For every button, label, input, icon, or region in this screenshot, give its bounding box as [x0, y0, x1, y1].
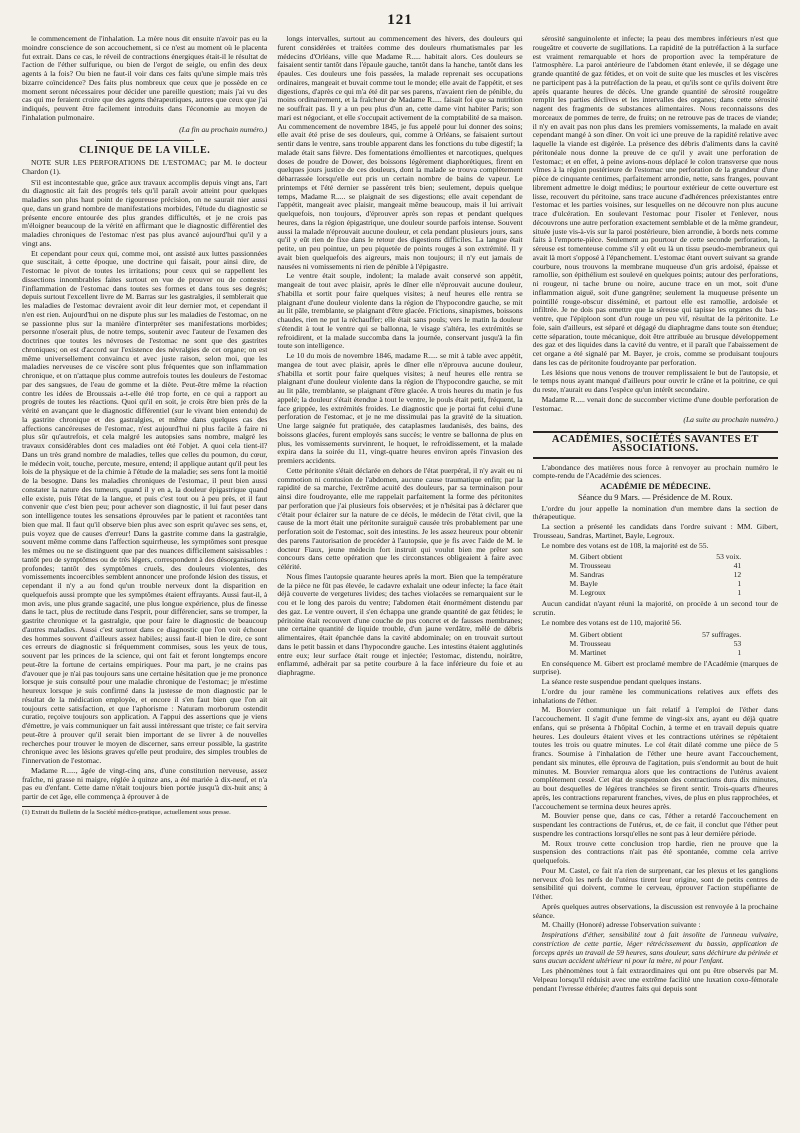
paragraph: le commencement de l'inhalation. La mère nous dit ensuite n'avoir pas eu la moindre conscience de son accouchement, si ce n'est au moment où le placenta fut extrait. Dans ce cas, le réveil de contractions énergiques était-il le résultat de l'action de l'éther sulfurique, ou bien de l'ergot de seigle, ou enfin des deux agents à la fois? Ou bien ne faut-il voir dans ces faits qu'une simple mais très bizarre coïncidence? Des faits plus nombreux que ceux que je possède en ce moment seront nécessaires pour décider une pareille question; mais j'ai vu des cas qui me feraient croire que des agens thérapeutiques, autres que ceux que j'ai indiqués, peuvent être facilement introduits dans l'économie au moyen de l'inhalation pulmonaire. [22, 35, 268, 122]
column-3 [533, 35, 778, 1125]
academy-title: ACADÉMIE DE MÉDECINE. [600, 482, 711, 491]
paragraph: Inspirations d'éther, sensibilité tout à fait insolite de l'anneau vulvaire, constriction de cette partie, léger rétrécissement du bassin, application de forceps après un travail de 59 heures, sans douleur, sans déchirure du périnée et sans aucun accident ultérieur ni pour la mère, ni pour l'enfant. [532, 930, 778, 966]
candidate-name: M. Trousseau [569, 638, 611, 648]
vote-count: 1 [737, 579, 742, 589]
session-line: Séance du 9 Mars. — Présidence de M. Roux. [577, 492, 733, 502]
paragraph: L'abondance des matières nous force à renvoyer au prochain numéro le compte-rendu de l'Académie des sciences. [532, 462, 778, 481]
candidate-name: M. Gibert obtient [569, 552, 623, 562]
paragraph: Les lésions que nous venons de trouver remplissaient le but de l'autopsie, et le temps nous ayant manqué d'ailleurs pour ouvrir le crâne et la poitrine, ce qui du reste, n'aurait eu dans l'espèce qu'un intérêt secondaire. [532, 367, 778, 394]
vote-count: 41 [733, 561, 742, 571]
columns [22, 35, 778, 1125]
candidate-name: M. Trousseau [569, 561, 611, 571]
vote-table-second-round [569, 630, 741, 657]
candidate-name: M. Gibert obtient [569, 629, 623, 639]
table-row [569, 561, 741, 570]
paragraph: M. Roux trouve cette conclusion trop hardie, rien ne prouve que la suspension des contractions n'ait pas été spontanée, comme cela arrive quelquefois. [532, 838, 778, 865]
paragraph: La section a présenté les candidats dans l'ordre suivant : MM. Gibert, Trousseau, Sandras, Martinet, Bayle, Legroux. [532, 522, 778, 540]
paragraph: M. Chailly (Honoré) adresse l'observation suivante : [541, 920, 701, 930]
vote-count: 53 voix. [716, 552, 742, 562]
paragraph: Les phénomènes tout à fait extraordinaires qui ont pu être observés par M. Velpeau lorsqu'il réduisit avec une extrême facilité une luxation coxo-fémorale pendant l'ivresse éthérée; d'autres faits qui depuis sont [532, 966, 778, 993]
table-row [569, 579, 741, 588]
candidate-name: M. Legroux [569, 588, 606, 598]
table-row [569, 552, 741, 561]
paragraph: Le nombre des votans est de 108, la majorité est de 55. [541, 540, 709, 550]
table-row [569, 588, 741, 597]
divider [96, 140, 194, 141]
paragraph: M. Bouvier pense que, dans ce cas, l'éther a retardé l'accouchement en suspendant les contractions de l'utérus, et, de ce fait, il conclut que l'éther peut suspendre les contractions lorsqu'elles ne sont pas à leur dernière période. [532, 811, 778, 838]
paragraph: Madame R..... venait donc de succomber victime d'une double perforation de l'estomac. [532, 394, 778, 413]
paragraph: Madame R....., âgée de vingt-cinq ans, d'une constitution nerveuse, assez fraîche, ni grasse ni maigre, réglée à quinze ans, a été mariée à dix-neuf, et n'a pas eu d'enfant. Cette dame n'était toujours bien portée jusqu'à dix-huit ans; à partir de cet âge, elle commença à éprouver à de [22, 765, 268, 801]
table-row [569, 570, 741, 579]
paragraph: La séance reste suspendue pendant quelques instans. [541, 677, 702, 686]
paragraph: Pour M. Castel, ce fait n'a rien de surprenant, car les plexus et les ganglions nerveux d'où les nerfs de l'utérus tirent leur origine, sont de petits centres de sensibilité qui doivent, comme le cerveau, éprouver l'action stupéfiante de l'éther. [532, 865, 778, 901]
paragraph: Cette péritonite s'était déclarée en dehors de l'état puerpéral, il n'y avait eu ni commotion ni contusion de l'abdomen, aucune cause traumatique enfin; par la rapidité de sa marche, l'extrême acuité des douleurs, par sa terminaison pour ainsi dire foudroyante, elle me rappelait parfaitement la forme des péritonites par perforation que j'ai plusieurs fois observées; et je n'hésitai pas à déclarer que c'était pour éclairer sur la nature de ce décès, le médecin de l'état civil, que la cause de la mort était une péritonite suraiguë causée très probablement par une perforation soit de l'estomac, soit des intestins. Je les assez heureux pour obtenir des parens l'autorisation de procéder à l'autopsie, que je fis avec l'aide de M. le docteur Fiaux, jeune médecin fort instruit qui voulut bien me prêter son concours dans cette opération que les circonstances obligeaient à faire avec célérité. [277, 465, 523, 571]
paragraph: L'ordre du jour ramène les communications relatives aux effets des inhalations de l'éther. [532, 686, 778, 705]
column-2 [277, 35, 522, 1125]
table-row [569, 639, 741, 648]
section-banner: ACADÉMIES, SOCIÉTÉS SAVANTES ET ASSOCIATIONS. [533, 431, 778, 459]
paragraph: M. Bouvier communique un fait relatif à l'emploi de l'éther dans l'accouchement. Il s'agit d'une femme de vingt-six ans, ayant eu déjà quatre enfans, qui se présenta à l'hôpital Cochin, à terme et en travail depuis quatre heures. Les douleurs étaient vives et les contractions utérines se répétaient toutes les trois ou quatre minutes. Le col était dilaté comme une pièce de 5 francs. Soumise à l'inhalation de l'éther une heure avant l'accouchement, pendant six minutes, elle éprouva de l'agitation, puis s'endormit au bout de huit minutes. M. Bouvier remarqua alors que les contractions de l'utérus avaient complètement cessé. Cet état de suspension des contractions dura dix minutes, au bout desquelles de légères tranchées se firent sentir. Trois-quarts d'heures après, les contractions reparurent franches, vives, de plus en plus rapprochées, et l'accouchement se termina deux heures après. [532, 705, 778, 811]
candidate-name: M. Martinet [569, 647, 607, 657]
vote-count: 57 suffrages. [702, 629, 742, 639]
paragraph: Le nombre des votans est de 110, majorité 56. [541, 617, 682, 627]
continued-note: (La suite au prochain numéro.) [683, 415, 778, 425]
footnote: (1) Extrait du Bulletin de la Société médico-pratique, actuellement sous presse. [22, 806, 267, 817]
paragraph: Et cependant pour ceux qui, comme moi, ont assisté aux luttes passionnées que suscitait, à cette époque, une doctrine qui faisait, pour ainsi dire, de l'estomac le pivot de toutes les irritations; pour ceux qui se rappellent les dissections innombrables faites surtout en vue de prouver ou de contester l'inflammation de l'estomac dans toutes ses formes et dans tous ses degrés; depuis surtout l'excellent livre de M. Barras sur les gastralgies, il semblerait que les maladies de l'estomac devraient avoir dit leur dernier mot, et cependant il n'en est rien. Aujourd'hui on ne dispute plus sur les maladies de l'estomac, on ne se passionne plus sur la manière d'interpréter ses manifestations morbides; personne n'oserait plus, de notre temps, soutenir avec l'auteur de l'examen des doctrines que toutes les névroses de l'estomac ne sont que des gastrites chroniques; on est d'accord sur l'existence des névralgies de cet organe; on est même universellement convaincu et avec juste raison, selon moi, que les maladies nerveuses de ce viscère sont plus fréquentes que son inflammation chronique, et on n'attaque plus comme autrefois toutes les douleurs de l'estomac par des sangsues, de l'eau de gomme et la diète. Peut-être même la réaction contre les idées de Broussais a-t-elle été trop forte, en ce qui a rapport au progrès de toutes les réactions. Quoi qu'il en soit, je crois être bien près de la vérité en avançant que le diagnostic différentiel (sur le vivant bien entendu) de la gastrite chronique et des gastralgies, et même dans quelques cas des affections cancéreuses de l'estomac, n'est aujourd'hui ni plus facile à faire ni plus sûr qu'autrefois, et cela malgré les autopsies sans nombre, malgré les travaux considérables dont ces maladies ont été l'objet. A quoi cela tient-il? Dans un très grand nombre de maladies, telles que celles du poumon, du cœur, le médecin voit, touche, percute, mesure, entend; il applique autant qu'il peut les lois de la physique et de la chimie à l'étude de la maladie; ses sens font la moitié de la besogne. Dans les maladies chroniques de l'estomac, il peut bien aussi constater la nature des tumeurs, quand il y en a, la douleur épigastrique quand elle existe, puis l'état de la langue, et puis c'est tout ou à peu près, et il faut convenir que c'est bien peu; pour achever son diagnostic, il lui faut peser dans son intelligence toutes les sensations éprouvées par le patient et racontées tant bien que mal. Il faut qu'il observe bien plus avec son esprit qu'avec ses sens, et, puis voyez que de causes d'erreur! Dans la gastrite comme dans la gastralgie, souvent même comme dans l'affection squirrheuse, les symptômes sont presque les mêmes ou ne se distinguent que par des nuances difficilement saisissables : tantôt peu de symptômes ou de très légers, correspondent à des désorganisations profondes; tantôt des symptômes cruels, des douleurs violentes, des vomissements incoercibles semblent annoncer une profonde lésion des tissus, et cependant il n'y a au fond qu'un trouble nerveux dont la disparition en quelquefois aussi prompte que les symptômes étaient effrayants. Aussi faut-il, à mon avis, une plus grande sagacité, une plus longue expérience, plus de finesse dans le tact, plus de rectitude dans l'esprit, pour différencier, sans se tromper, la gastrite chronique et la gastralgie, que pour faire le diagnostic de beaucoup d'autres maladies. Aussi c'est surtout dans ce diagnostic que l'on voit échouer des hommes souvent d'ailleurs assez habiles; aussi faut-il bien le dire, ce sont ces erreurs de diagnostic si fréquemment commises, sous les yeux de tous, souvent par les princes de la science, qui ont fait et feront longtemps encore peut-être la fortune de certains empiriques. Pour ma part, je ne crains pas d'avouer que je n'ai pas toujours sans une certaine hésitation que je me prononce lorsque je suis consulté pour une maladie chronique de l'estomac; je m'estime heureux lorsque je suis confirmé dans la justesse de mon diagnostic par le résultat de la médication employée, et encore il s'en faut bien que l'on ait toujours cette satisfaction, et que l'aphorisme : Naturam morborum ostendit curatio, reçoive toujours son application. A l'appui des assertions que je viens d'émettre, je vais communiquer un fait aussi intéressant que triste; ce fait servira peut-être à prouver qu'il serait bien important de se livrer à de nouvelles recherches pour trouver le moyen de discerner, sans erreur possible, la gastrite chronique avec les lésions graves qu'elle peut produire, des simples troubles de l'innervation de l'estomac. [22, 248, 268, 765]
section-title: CLINIQUE DE LA VILLE. [78, 145, 211, 157]
paragraph: Le ventre était souple, indolent; la malade avait conservé son appétit, mangeait de tout avec plaisir, après le dîner elle n'éprouvait aucune douleur, s'habilla et sortit pour faire quelques visites; à neuf heures elle rentra se plaignant d'une douleur violente dans la région de l'hypocondre gauche, se mit au lit pâle, tremblante, se plaignant d'être glacée. Frictions, sinapismes, boissons chaudes, rien ne put la réchauffer; elle était sans pouls; vers le matin la douleur s'étendit à tout le ventre qui se ballonna, le visage s'altéra, les extrémités se refroidirent, et la malade succomba dans la journée, conservant jusqu'à la fin toute son intelligence. [277, 271, 523, 351]
table-row [569, 630, 741, 639]
column-1 [22, 35, 267, 1125]
vote-count: 1 [737, 588, 742, 598]
paragraph: Le 10 du mois de novembre 1846, madame R..... se mit à table avec appétit, mangea de tout avec plaisir, après le dîner elle n'éprouva aucune douleur, s'habilla et sortit pour faire quelques visites; à neuf heures elle rentra se plaignant d'une douleur violente dans la région de l'hypocondre gauche, se mit au lit pâle, tremblante, se plaignant d'être glacée. A trois heures du matin je fus appelé; la douleur s'était étendue à tout le ventre, le pouls était petit, fréquent, la face grippée, les extrémités froides. Le diagnostic que je portai fut celui d'une perforation de l'estomac, et je ne me dissimulai pas la gravité de la situation. Une large saignée fut pratiquée, des cataplasmes laudanisés, des bains, des boissons glacées, furent employés sans succès; le ventre se ballonna de plus en plus, les vomissements survinrent, le hoquet, le refroidissement, et la malade expira dans la soirée du 11, vingt-quatre heures environ après l'invasion des premiers accidents. [277, 351, 523, 465]
paragraph: Aucun candidat n'ayant réuni la majorité, on procède à un second tour de scrutin. [532, 599, 778, 617]
candidate-name: M. Sandras [569, 570, 605, 580]
vote-count: 1 [737, 647, 742, 657]
page-number: 121 [387, 12, 413, 28]
paragraph: S'il est incontestable que, grâce aux travaux accomplis depuis vingt ans, l'art du diagnostic ait fait des progrès tels qu'il paraît avoir atteint pour quelques maladies son plus haut point de rigoureuse précision, on ne saurait nier aussi que, dans un grand nombre de manifestations morbides, l'étude du diagnostic se présente encore entourée des plus grandes difficultés, et je ne crois pas m'éloigner beaucoup de la vérité en affirmant que le diagnostic différentiel des maladies chroniques de l'estomac n'est pas plus avancé aujourd'hui qu'il y a vingt ans. [22, 177, 268, 248]
table-row [569, 648, 741, 657]
paragraph: sérosité sanguinolente et infecte; la peau des membres inférieurs n'est que rougeâtre et couverte de sugillations. La rapidité de la putréfaction à la surface est vraiment remarquable et hors de proportion avec la température de l'atmosphère. La paroi antérieure de l'abdomen étant enlevée, il se dégage une grande quantité de gaz fétides, et on voit de suite que les muscles et les viscères ne participent pas à la putréfaction de la peau, et qu'ils sont ce qu'ils doivent être après quarante heures de décès. Une grande quantité de sérosité rougeâtre remplit les parties déclives et les intervalles des organes; dans cette sérosité nagent des fragments de substances alimentaires. Nous reconnaissons des morceaux de pommes de terre, de fruits; on ne retrouve pas de traces de viande; il n'y en avait pas non plus dans les premiers vomissements, la malade en avait cependant mangé à son dîner. On voit ici une preuve de la rapidité relative avec laquelle la viande est digérée. La présence des débris d'aliments dans la cavité péritonéale nous donne la preuve de ce qu'il y avait une perforation de l'estomac; et en effet, à peine avions-nous déplacé le colon transverse que nous vîmes à la région postérieure de l'estomac une perforation de la grandeur d'une pièce de cinquante centimes, parfaitement arrondie, nette, sans franges, pouvant librement admettre le doigt médius; le pourtour extérieur de cette ouverture est lisse, recouvert du péritoine, sans trace aucune d'adhérences préexistantes entre l'estomac et les parties voisines, sur lesquelles on ne découvre non plus aucune trace d'ulcération. En soulevant l'estomac pour l'isoler et l'enlever, nous découvrons une autre perforation exactement semblable et de la même grandeur, située juste vis-à-vis sur la paroi postérieure, bien arrondie, à bords nets comme faits à l'emporte-pièce. Seulement au pourtour de cette seconde perforation, la séreuse est tomenteuse comme s'il y eût eu là un tissu pseudo-membraneux qui avait là mort s'opposé à l'épanchement. L'estomac étant ouvert suivant sa grande courbure, nous trouvons la membrane muqueuse d'un gris ardoisé, épaisse et ramollie, son épithélium est soulevé en quelques points; autour des perforations, ni rougeur, ni tache brune ou noire, aucune trace en un mot, soit d'une inflammation aiguë, soit d'une gangrène; seulement la muqueuse présente un pointillé rouge-obscur disséminé, et partout elle est ramollie, ardoisée et infiltrée. Je ne dois pas omettre que la séreuse qui tapisse les organes du bas-ventre, que l'épiploon sont d'un rouge un peu vif, résultat de la péritonite. Le foie, sain d'ailleurs, est séparé et dégagé du diaphragme dans toute son étendue; cette séparation, toute mécanique, doit être attribuée au brusque développement des gaz et des liquides dans la cavité du ventre, et il paraît que l'abaissement de cet organe a été signalé par M. Bayer, je crois, comme se produisant toujours dans les cas de péritonite foudroyante par perforation. [532, 35, 778, 367]
vote-count: 12 [733, 570, 742, 580]
paragraph: Nous fîmes l'autopsie quarante heures après la mort. Bien que la température de la pièce ne fût pas élevée, le cadavre exhalait une odeur infecte; la face était déjà couverte de vergetures livides; des taches violacées se remarquaient sur le cou et le long des parois du ventre; l'abdomen était énormément distendu par des gaz. Le ventre ouvert, il s'en échappa une grande quantité de gaz fétides; le péritoine était recouvert d'une couche de pus concret et de fausses membranes; une certaine quantité de liquide trouble, d'un jaune verdâtre, mêlé de débris alimentaires, était épanchée dans la cavité abdominale; on en trouvait surtout dans le petit bassin et dans l'hypocondre gauche. Les intestins étaient agglutinés entre eux; leur surface était rouge et injectée; l'estomac, distendu, noirâtre, enflammé, adhérait par sa petite courbure à la face inférieure du foie et au diaphragme. [277, 571, 523, 677]
paragraph: L'ordre du jour appelle la nomination d'un membre dans la section de thérapeutique. [532, 503, 778, 522]
candidate-name: M. Bayle [569, 579, 598, 589]
paragraph: Après quelques autres observations, la discussion est renvoyée à la prochaine séance. [532, 901, 778, 920]
paragraph: En conséquence M. Gibert est proclamé membre de l'Académie (marques de surprise). [532, 658, 778, 677]
vote-count: 53 [733, 638, 742, 648]
continued-note: (La fin au prochain numéro.) [179, 124, 268, 134]
paragraph: longs intervalles, surtout au commencement des hivers, des douleurs qui furent considérées et traitées comme des douleurs rhumatismales par les médecins d'Orléans, ville que Madame R..... habitait alors. Ces douleurs se faisaient sentir tantôt dans l'épaule gauche, tantôt dans la hanche, tantôt dans les épaules. Ces douleurs une fois passées, la malade reprenait ses occupations ordinaires, mangeait et buvait comme tout le monde; elle avait de l'appétit, et ses digestions, d'après ce qui m'a été dit par ses parens, n'avaient rien de pénible, du moins ordinairement, et la fraîcheur de Madame R..... faisait foi que sa nutrition ne souffrait pas. Il y a un peu plus d'un an, cette dame vint habiter Paris; son mari est négociant, et elle s'occupait activement de la comptabilité de sa maison. Au commencement de novembre 1845, je fus appelé pour lui donner des soins; elle avait été prise de ses douleurs, qui, comme à Orléans, se faisaient surtout sentir dans le ventre, sans trouble apparent dans les fonctions du tube digestif; la malade était sans fièvre. Des fomentations émollientes et narcotiques, quelques doses de poudre de Dower, des boissons légèrement diaphorétiques, firent en quelques jours justice de ces douleurs, dont la malade se trouva complètement débarrassée lorsqu'elle eut pris un certain nombre de bains de vapeur. Le printemps et l'été dernier se passèrent très bien; seulement, depuis quelque temps, Madame R..... se plaignait de ses digestions; elle avait cependant de l'appétit, mangeait avec plaisir, mangeait même beaucoup, mais il lui arrivait quelquefois, non toujours, d'éprouver après son repas et pendant quelques heures, dans la région épigastrique, une douleur sourde parfois intense. Souvent aussi la malade n'éprouvait aucune douleur, et cela pendant plusieurs jours, sans qu'il y eût rien de fixe dans le retour des digestions difficiles. La langue était petite, un peu pointue, un peu piquetée de points rouges à son extrémité. Il y avait bien quelquefois des aigreurs, mais non toujours; il n'y eut jamais de nausées ni vomissements ni rien de pénible à l'épigastre. [277, 35, 523, 271]
vote-table-first-round [569, 552, 741, 597]
article-heading: NOTE SUR LES PERFORATIONS DE L'ESTOMAC; par M. le docteur Chardon (1). [22, 158, 268, 176]
